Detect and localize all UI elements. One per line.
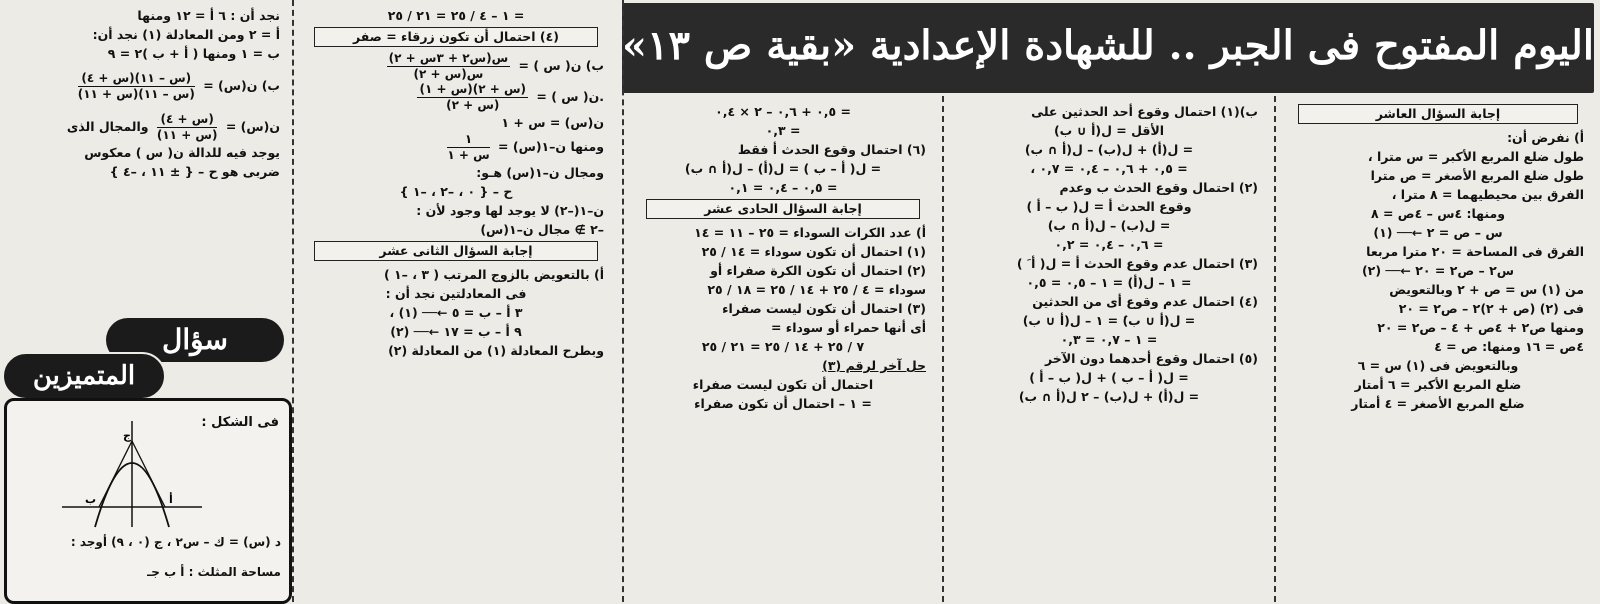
text-line: الفرق فى المساحة = ٢٠ مترا مربعا	[1366, 244, 1584, 259]
fraction-line	[10, 112, 280, 143]
fraction	[78, 71, 195, 102]
text-line: سوداء = ٤ / ٢٥ + ١٤ / ٢٥ = ١٨ / ٢٥	[707, 282, 926, 297]
figure-line-1: د (س) = ك – س٢ ، ج (٠ ، ٩) أوجد :	[70, 535, 281, 549]
text-line: ضلع المربع الأكبر = ٦ أمتار	[1354, 377, 1522, 392]
numerator: (س + ٤)	[157, 112, 218, 128]
banner-title: اليوم المفتوح فى الجبر .. للشهادة الإعدادية «بقية ص ١٣»	[622, 22, 1594, 69]
fraction-label: ن(س) =	[225, 119, 280, 134]
text-line: الفرق بين محيطيهما = ٨ مترا ،	[1391, 187, 1584, 202]
denominator: (س + ٢)	[446, 98, 500, 112]
text-line: أ = ٢ ومن المعادلة (١) نجد أن:	[92, 27, 280, 42]
text-line: –٢ ∌ مجال ن–١(س)	[480, 222, 604, 237]
col1-lines	[1292, 128, 1584, 413]
denominator: س(س + ٢)	[413, 67, 484, 81]
numerator: (س – ١١)(س + ٤)	[78, 71, 195, 87]
text-line: طول ضلع المربع الأكبر = س مترا ،	[1367, 149, 1584, 164]
denominator: س + ١	[447, 148, 490, 162]
fraction-tail: والمجال الذى	[66, 119, 149, 134]
text-line: أ) بالتعويض بالزوج المرتب ( ٣ ، –١ )	[383, 267, 604, 282]
text-line: (٢) احتمال وقوع الحدث ب وعدم	[1059, 180, 1258, 195]
text-line: (٣) احتمال عدم وقوع الحدث أ = ل( أ َ )	[1016, 256, 1258, 271]
text-line: = ٠,٣	[765, 123, 801, 138]
fraction-label: .ن( س ) =	[536, 89, 604, 104]
text-line: ب)(١) احتمال وقوع أحد الحدثين على	[1031, 104, 1258, 119]
text-line: ومنها ص٢ + ٤ص + ٤ – ص٢ = ٢٠	[1377, 320, 1584, 335]
text-line: ٩ أ – ب = ١٧ ←── (٢)	[390, 324, 522, 339]
fraction	[387, 51, 510, 82]
text-line: فى المعادلتين نجد أن :	[385, 286, 527, 301]
text-line: س٢ – ص٢ = ٢٠ ←── (٢)	[1361, 263, 1515, 278]
text-line: = ل(أ) + ل(ب) – ل(أ ∩ ب)	[1024, 142, 1194, 157]
question-11-heading: إجابة السؤال الحادى عشر	[646, 199, 920, 219]
figure-caption: فى الشكل :	[201, 415, 279, 430]
text-line: من (١) س = ص + ٢ وبالتعويض	[1389, 282, 1584, 297]
text-line: = ٠,٥ – ٠,٤ = ٠,١	[728, 180, 838, 195]
fraction-line	[308, 132, 604, 163]
text-line: (٣) احتمال أن تكون ليست صفراء	[722, 301, 926, 316]
text-line: وقوع الحدث أ = ل( ب – أ )	[1026, 199, 1192, 214]
fraction-line	[308, 82, 604, 113]
text-line: احتمال أن تكون ليست صفراء	[692, 377, 874, 392]
text-line: أ) عدد الكرات السوداء = ٢٥ – ١١ = ١٤	[694, 225, 926, 240]
text-line: الأقل = ل(أ ∪ ب)	[1053, 123, 1165, 138]
fraction	[417, 82, 528, 113]
text-line: = ١ – ٤ / ٢٥ = ٢١ / ٢٥	[387, 8, 525, 23]
figure-box	[4, 398, 292, 604]
numerator: ١	[447, 132, 489, 148]
fraction-label: ومنها ن–١(س) =	[498, 139, 604, 154]
figure-line-2: مساحة المثلث : أ ب جـ	[147, 565, 281, 579]
badge-question: سؤال	[106, 318, 284, 362]
text-line: = ١ – احتمال أن تكون صفراء	[694, 396, 872, 411]
text-line: ٧ / ٢٥ + ١٤ / ٢٥ = ٢١ / ٢٥	[701, 339, 865, 354]
text-line: ٤ص = ١٦ ومنها: ص = ٤	[1434, 339, 1584, 354]
fraction-line	[10, 71, 280, 102]
text-line: حل آخر لرقم (٣)	[822, 358, 926, 373]
text-line: وبالتعويض فى (١) س = ٦	[1357, 358, 1519, 373]
badge-distinguished: المتميزين	[2, 352, 166, 400]
fraction-label: ب) ن( س ) =	[518, 58, 604, 73]
column-4	[298, 0, 614, 602]
text-line: = ١ – ٠,٧ = ٠,٣	[1060, 332, 1158, 347]
column-1	[1282, 96, 1594, 602]
text-line: = ل(أ ∪ ب)َ = ١ – ل(أ ∪ ب)	[1022, 313, 1196, 328]
column-2	[950, 96, 1268, 602]
text-line: (٦) احتمال وقوع الحدث أ فقط	[737, 142, 926, 157]
numerator: (س + ٢)(س + ١)	[419, 82, 527, 96]
question-12-heading: إجابة السؤال الثانى عشر	[314, 241, 598, 261]
triangle-side	[99, 441, 132, 507]
fraction-line	[308, 51, 604, 82]
question-10-heading: إجابة السؤال العاشر	[1298, 104, 1578, 124]
text-line: ومجال ن–١(س) هـو:	[476, 165, 604, 180]
text-line: ن–١(–٢) لا يوجد لها وجود لأن :	[416, 203, 604, 218]
fraction	[157, 112, 218, 143]
text-line: = ل(أ) + ل(ب) – ٢ ل(أ ∩ ب)	[1018, 389, 1200, 404]
banner	[622, 3, 1594, 93]
column-divider	[942, 96, 944, 602]
text-line: ب = ١ ومنها ( أ + ب )٢ = ٩	[107, 46, 280, 61]
column-3	[630, 96, 936, 602]
text-line: = ١ – ل(أ) = ١ – ٠,٥ = ٠,٥	[1026, 275, 1192, 290]
label-left: ب	[85, 493, 97, 506]
text-line: = ٠,٥ + ٠,٦ – ٠,٤ = ٠,٧ ،	[1030, 161, 1188, 176]
text-line-box: (٤) احتمال أن تكون زرقاء = صفر	[314, 27, 598, 47]
label-right: أ	[169, 493, 173, 506]
text-line: = ل(ب) – ل(أ ∩ ب)	[1047, 218, 1171, 233]
text-line: (٤) احتمال عدم وقوع أى من الحدثين	[1032, 294, 1258, 309]
text-line: أى أنها حمراء أو سوداء =	[770, 320, 926, 335]
text-line: ح – { ٠ ، –٢ ، –١ }	[399, 184, 513, 199]
text-line: ٣ أ – ب = ٥ ←── (١) ،	[389, 305, 523, 320]
parabola-figure	[57, 419, 207, 529]
text-line: فى (٢) (ص + ٢)٢ – ص٢ = ٢٠	[1398, 301, 1584, 316]
fraction-label: ب) ن(س) =	[203, 78, 280, 93]
fraction	[447, 132, 489, 163]
text-line: ومنها: ٤س – ٤ص = ٨	[1370, 206, 1506, 221]
text-line: = ٠,٦ – ٠,٤ = ٠,٢	[1054, 237, 1164, 252]
text-line: ضربى هو ح – { ± ١١ ، –٤ }	[109, 164, 280, 179]
column-divider	[1274, 96, 1276, 602]
text-line: (٢) احتمال أن تكون الكرة صفراء أو	[710, 263, 926, 278]
denominator: (س + ١١)	[156, 128, 218, 142]
text-line: أ) نفرض أن:	[1507, 130, 1584, 145]
denominator: (س – ١١)(س + ١١)	[77, 87, 195, 101]
text-line: ضلع المربع الأصغر = ٤ أمتار	[1351, 396, 1525, 411]
text-line: ن(س) = س + ١	[501, 115, 604, 130]
column-divider	[622, 0, 624, 602]
triangle-side	[132, 441, 165, 507]
text-line: (١) احتمال أن تكون سوداء = ١٤ / ٢٥	[701, 244, 926, 259]
label-top: ج	[123, 429, 131, 442]
text-line: (٥) احتمال وقوع أحدهما دون الآخر	[1045, 351, 1258, 366]
text-line: طول ضلع المربع الأصغر = ص مترا	[1370, 168, 1584, 183]
text-line: = ل( أ – ب ) + ل( ب – أ )	[1029, 370, 1189, 385]
text-line: س – ص = ٢ ←── (١)	[1373, 225, 1503, 240]
text-line: = ل( أ – ب ) = ل(أ) – ل(أ ∩ ب)	[684, 161, 882, 176]
numerator: س(س٢ + ٣س + ٢)	[388, 51, 509, 65]
text-line: = ٠,٥ + ٠,٦ – ٢ × ٠,٤	[715, 104, 851, 119]
text-line: وبطرح المعادلة (١) من المعادلة (٢)	[388, 343, 604, 358]
text-line: نجد أن : ٦ أ = ١٢ ومنها	[137, 8, 280, 23]
text-line: يوجد فيه للدالة ن( س ) معكوس	[84, 145, 280, 160]
column-divider	[292, 0, 294, 602]
